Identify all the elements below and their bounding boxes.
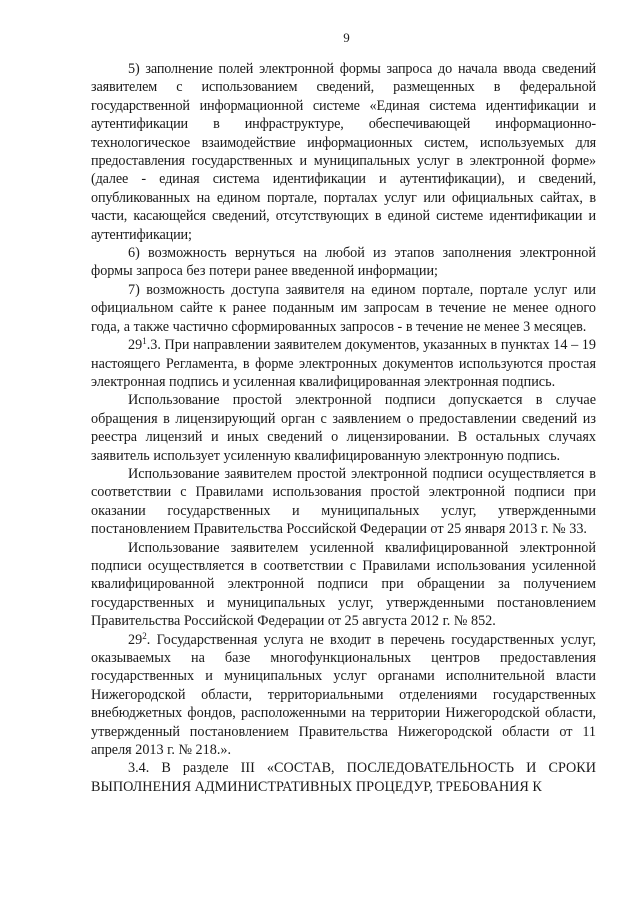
- paragraph-clause-29-2: [91, 631, 596, 760]
- paragraph-simple-signature: [91, 391, 596, 465]
- clause-superscript: 2: [142, 630, 147, 641]
- paragraph-text: 3.4. В разделе III «СОСТАВ, ПОСЛЕДОВАТЕЛЬНОСТЬ И СРОКИ ВЫПОЛНЕНИЯ АДМИНИСТРАТИВНЫХ ПРОЦЕДУР, ТРЕБОВАНИЯ К: [91, 760, 596, 795]
- clause-superscript: 1: [142, 336, 147, 347]
- paragraph-text: 5) заполнение полей электронной формы запроса до начала ввода сведений заявителем с использованием сведений, размещенных в федеральной государственной информационной системе «Единая система идентификации и аутентификации в инфраструктуре, обеспечивающей информационно-технологическое взаимодействие информационных систем, используемых для предоставления государственных и муниципальных услуг в электронной форме» (далее - единая система идентификации и аутентификации), и сведений, опубликованных на едином портале, порталах услуг или официальных сайтах, в части, касающейся сведений, отсутствующих в единой системе идентификации и аутентификации;: [91, 61, 596, 243]
- paragraph-qualified-signature-rules: [91, 539, 596, 631]
- paragraph-section-3-4: [91, 759, 596, 796]
- paragraph-item-7: [91, 281, 596, 336]
- paragraph-text: 6) возможность вернуться на любой из этапов заполнения электронной формы запроса без потери ранее введенной информации;: [91, 245, 596, 280]
- paragraph-item-5: [91, 60, 596, 244]
- paragraph-item-6: [91, 244, 596, 281]
- clause-number: 29: [128, 631, 143, 648]
- paragraph-text: Использование простой электронной подписи допускается в случае обращения в лицензирующий орган с заявлением о предоставлении сведений из реестра лицензий и иных сведений о лицензировании. В остальных случаях заявитель использует усиленную квалифицированную электронную подпись.: [91, 392, 596, 464]
- paragraph-text: 7) возможность доступа заявителя на едином портале, портале услуг или официальном сайте к ранее поданным им запросам в течение не менее одного года, а также частично сформированных запросов - в течение не менее 3 месяцев.: [91, 281, 596, 335]
- paragraph-text: . Государственная услуга не входит в перечень государственных услуг, оказываемых на базе многофункциональных центров предоставления государственных и муниципальных услуг органами исполнительной власти Нижегородской области, территориальными отделениями государственных внебюджетных фондов, расположенными на территории Нижегородской области, утвержденный постановлением Правительства Нижегородской области от 11 апреля 2013 г. № 218.».: [91, 631, 596, 759]
- paragraph-text: Использование заявителем усиленной квалифицированной электронной подписи осуществляется в соответствии с Правилами использования усиленной квалифицированной электронной подписи при обращении за получением государственных и муниципальных услуг, утвержденными постановлением Правительства Российской Федерации от 25 августа 2012 г. № 852.: [91, 539, 596, 630]
- paragraph-simple-signature-rules: [91, 465, 596, 539]
- page-number: 9: [343, 30, 350, 45]
- paragraph-text: Использование заявителем простой электронной подписи осуществляется в соответствии с Правилами использования простой электронной подписи при оказании государственных и муниципальных услуг, утвержденными постановлением Правительства Российской Федерации от 25 января 2013 г. № 33.: [91, 465, 596, 538]
- paragraph-clause-29-1-3: [91, 336, 596, 391]
- clause-number: 29: [128, 337, 143, 354]
- paragraph-text: .3. При направлении заявителем документов, указанных в пунктах 14 – 19 настоящего Регламента, в форме электронных документов используются простая электронная подпись и усиленная квалифицированная электронная подпись.: [91, 337, 596, 390]
